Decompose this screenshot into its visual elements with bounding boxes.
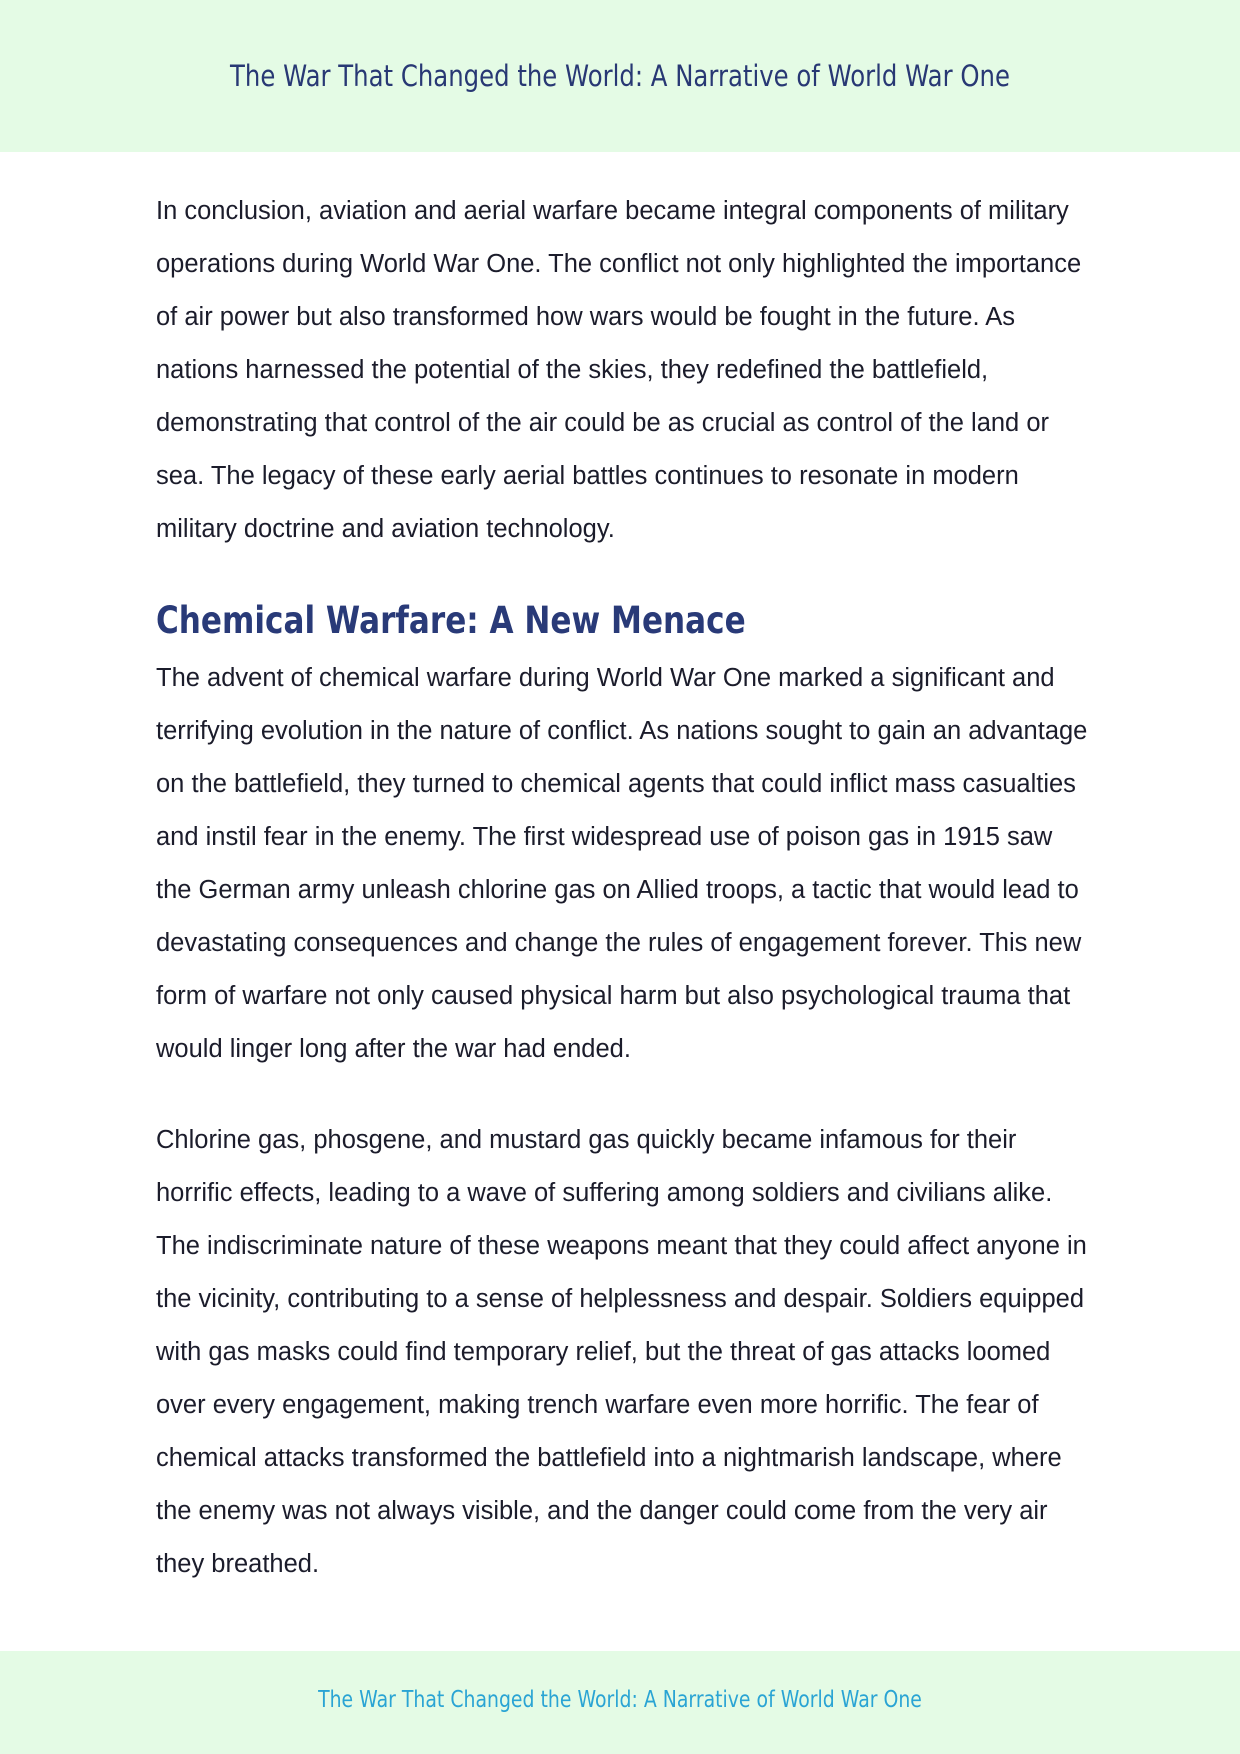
- intro-paragraph: In conclusion, aviation and aerial warfare became integral components of military operations during World War One. The conflict not only highlighted the importance of air power but also transformed how wars would be fought in the future. As nations harnessed the potential of the skies, they redefined the battlefield, demonstrating that control of the air could be as crucial as control of the land or sea. The legacy of these early aerial battles continues to resonate in modern military doctrine and aviation technology.: [156, 197, 1082, 543]
- body-paragraph: The advent of chemical warfare during World War One marked a significant and terrifying evolution in the nature of conflict. As nations sought to gain an advantage on the battlefield, they turned to chemical agents that could inflict mass casualties and instil fear in the enemy. The first widespread use of poison gas in 1915 saw the German army unleash chlorine gas on Allied troops, a tactic that would lead to devastating consequences and change the rules of engagement forever. This new form of warfare not only caused physical harm but also psychological trauma that would linger long after the war had ended.: [156, 664, 1088, 1063]
- page-header: [0, 0, 1240, 152]
- section-heading: Chemical Warfare: A New Menace: [156, 599, 746, 642]
- page-content: [156, 185, 1088, 1591]
- page-footer: [0, 1651, 1240, 1754]
- header-title: The War That Changed the World: A Narrative of World War One: [230, 59, 1010, 93]
- footer-title: The War That Changed the World: A Narrative of World War One: [318, 1687, 922, 1713]
- body-paragraph: Chlorine gas, phosgene, and mustard gas quickly became infamous for their horrific effects, leading to a wave of suffering among soldiers and civilians alike. The indiscriminate nature of these weapons meant that they could affect anyone in the vicinity, contributing to a sense of helplessness and despair. Soldiers equipped with gas masks could find temporary relief, but the threat of gas attacks loomed over every engagement, making trench warfare even more horrific. The fear of chemical attacks transformed the battlefield into a nightmarish landscape, where the enemy was not always visible, and the danger could come from the very air they breathed.: [156, 1126, 1087, 1578]
